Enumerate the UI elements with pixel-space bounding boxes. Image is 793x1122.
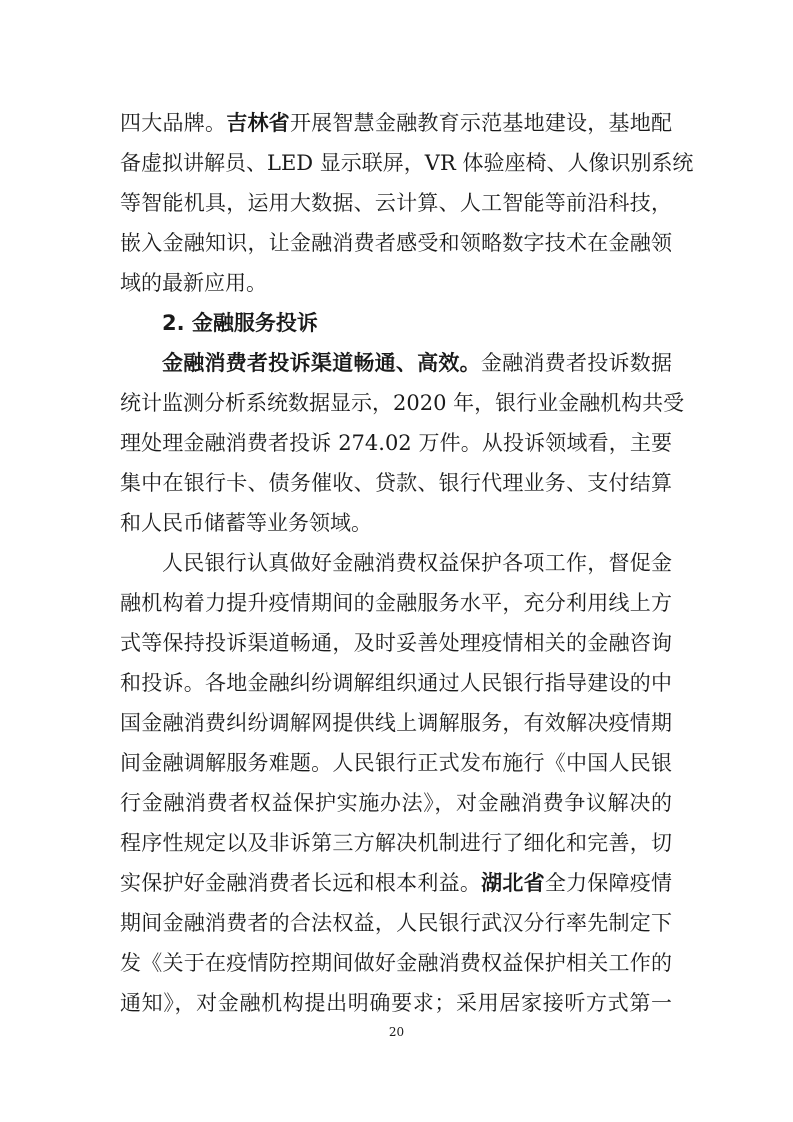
text-line [120,903,672,943]
text-line [120,943,672,983]
text-run: 金融消费者投诉数据 [480,351,673,375]
text-run: 等智能机具，运用大数据、云计算、人工智能等前沿科技， [120,191,672,215]
page-number: 20 [388,1025,405,1039]
text-line [120,623,672,663]
text-line [120,703,672,743]
text-line [120,143,694,183]
text-line [120,583,672,623]
text-run: 通知》，对金融机构提出明确要求；采用居家接听方式第一 [120,991,672,1015]
text-line [120,463,672,503]
text-line [120,783,672,823]
text-run: 集中在银行卡、债务催收、贷款、银行代理业务、支付结算 [120,471,672,495]
text-run: 程序性规定以及非诉第三方解决机制进行了细化和完善，切 [120,831,672,855]
text-line [120,183,672,223]
text-run: 行金融消费者权益保护实施办法》，对金融消费争议解决的 [120,791,672,815]
text-line [120,663,672,703]
text-line [120,223,672,263]
text-run: 融机构着力提升疫情期间的金融服务水平，充分利用线上方 [120,591,672,615]
text-line [120,423,672,463]
text-run: 理处理金融消费者投诉 274.02 万件。从投诉领域看，主要 [120,431,672,455]
text-run: 人民银行认真做好金融消费权益保护各项工作，督促金 [162,551,672,575]
text-run: 发《关于在疫情防控期间做好金融消费权益保护相关工作的 [120,951,672,975]
bold-text: 2. 金融服务投诉 [162,311,318,335]
text-run: 国金融消费纠纷调解网提供线上调解服务，有效解决疫情期 [120,711,672,735]
text-line [120,263,672,303]
text-run: 式等保持投诉渠道畅通，及时妥善处理疫情相关的金融咨询 [120,631,672,655]
text-run: 间金融调解服务难题。人民银行正式发布施行《中国人民银 [120,751,672,775]
text-run: 备虚拟讲解员、LED 显示联屏，VR 体验座椅、人像识别系统 [120,151,694,175]
text-run: 域的最新应用。 [120,271,267,295]
text-line [162,303,672,343]
text-line [162,343,672,383]
text-line [120,383,685,423]
text-line [162,543,672,583]
text-run: 全力保障疫情 [544,871,673,895]
text-run: 实保护好金融消费者长远和根本利益。 [120,871,482,895]
text-run: 嵌入金融知识，让金融消费者感受和领略数字技术在金融领 [120,231,672,255]
text-run: 和人民币储蓄等业务领域。 [120,511,372,535]
text-line [120,863,672,903]
text-line [120,743,672,783]
text-line [120,823,672,863]
text-run: 开展智慧金融教育示范基地建设，基地配 [289,111,673,135]
bold-text: 湖北省 [481,871,545,895]
text-line [120,103,672,143]
text-line [120,503,672,543]
bold-text: 吉林省 [226,111,290,135]
bold-text: 金融消费者投诉渠道畅通、高效。 [162,351,481,375]
text-run: 统计监测分析系统数据显示，2020 年，银行业金融机构共受 [120,391,685,415]
text-run: 四大品牌。 [120,111,227,135]
text-line [120,983,672,1023]
text-run: 期间金融消费者的合法权益，人民银行武汉分行率先制定下 [120,911,672,935]
text-run: 和投诉。各地金融纠纷调解组织通过人民银行指导建设的中 [120,671,672,695]
